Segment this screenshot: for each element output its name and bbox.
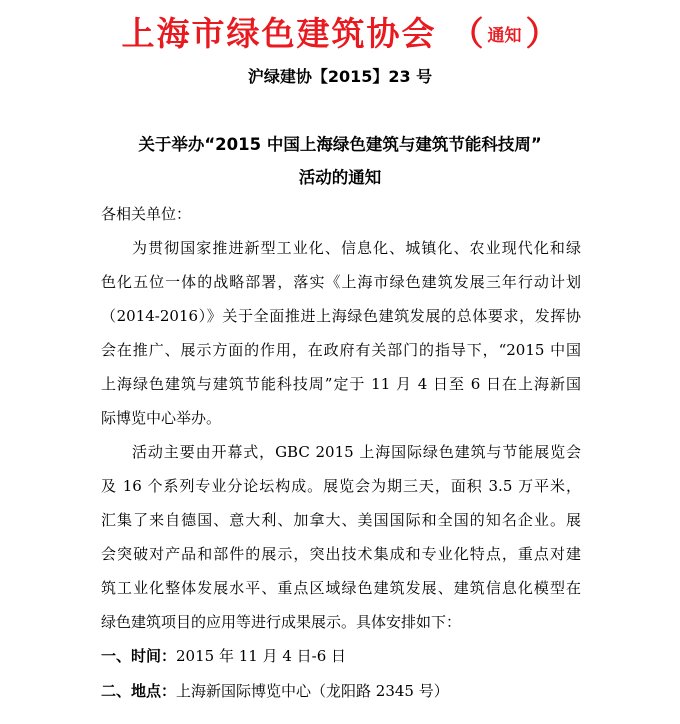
item-value: 上海新国际博览中心（龙阳路 2345 号）: [176, 682, 449, 700]
item-label: 一、时间：: [101, 647, 177, 665]
document-title-line-1: 关于举办“2015 中国上海绿色建筑与建筑节能科技周”: [138, 135, 542, 154]
document-title-line-2: 活动的通知: [298, 168, 382, 187]
paragraph-2-line: 会突破对产品和部件的展示，突出技术集成和专业化特点，重点对建: [101, 545, 581, 563]
paragraph-1-line: 会在推广、展示方面的作用，在政府有关部门的指导下，“2015 中国: [101, 341, 581, 359]
item-location: [101, 681, 581, 701]
item-label: 二、地点：: [101, 682, 177, 700]
notice-label: 通知: [487, 26, 522, 46]
document-number: 沪绿建协【2015】23 号: [247, 67, 433, 86]
paragraph-2-line: 绿色建筑项目的应用等进行成果展示。具体安排如下：: [101, 613, 462, 631]
item-value: 2015 年 11 月 4 日-6 日: [176, 647, 347, 665]
paragraph-1-line: 际博览中心举办。: [101, 409, 222, 427]
paragraph-2-line: 筑工业化整体发展水平、重点区域绿色建筑发展、建筑信息化模型在: [101, 579, 581, 597]
paragraph-1-line: 色化五位一体的战略部署，落实《上海市绿色建筑发展三年行动计划: [101, 273, 581, 291]
letterhead: [0, 8, 680, 55]
paragraph-1-line: 为贯彻国家推进新型工业化、信息化、城镇化、农业现代化和绿: [132, 239, 581, 257]
salutation: 各相关单位：: [101, 205, 192, 223]
item-time: [101, 646, 581, 666]
paragraph-1-line: （2014-2016）》关于全面推进上海绿色建筑发展的总体要求，发挥协: [101, 307, 581, 325]
organization-name: 上海市绿色建筑协会: [121, 14, 437, 53]
paragraph-2-line: 活动主要由开幕式，GBC 2015 上海国际绿色建筑与节能展览会: [132, 443, 581, 461]
paragraph-1-line: 上海绿色建筑与建筑节能科技周”定于 11 月 4 日至 6 日在上海新国: [101, 375, 581, 393]
paragraph-2-line: 及 16 个系列专业分论坛构成。展览会为期三天，面积 3.5 万平米，: [101, 477, 581, 495]
notice-tag: （ 通知 ）: [450, 14, 559, 53]
paragraph-2-line: 汇集了来自德国、意大利、加拿大、美国国际和全国的知名企业。展: [101, 511, 581, 529]
